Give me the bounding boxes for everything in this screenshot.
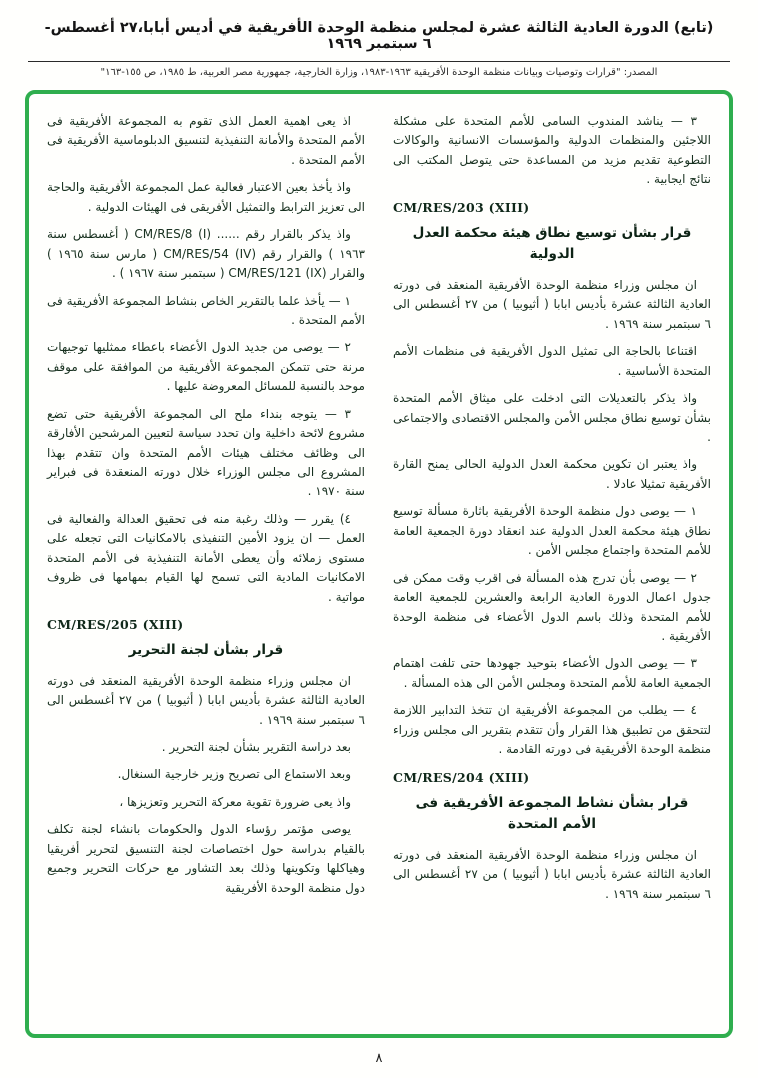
- paragraph: واذ يعى ضرورة تقوية معركة التحرير وتعزيزها ،: [119, 794, 351, 809]
- resolution-reference-code: CM/RES/205 (XIII): [47, 617, 184, 633]
- paragraph: ٣ — يتوجه بنداء ملح الى المجموعة الأفريقية حتى تضع مشروع لائحة داخلية وان تحدد سياسة لتعيين المرشحين الأفارقة الى وظائف مختلف هيئات الأمم المتحدة وان تتقدم بهذا المشروع الى مجلس الوزراء خلال دورته المنعقدة فى فبراير سنة ١٩٧٠ .: [47, 406, 365, 499]
- resolution-reference-code: CM/RES/204 (XIII): [393, 769, 530, 785]
- paragraph: اذ يعى اهمية العمل الذى تقوم به المجموعة الأفريقية فى الأمم المتحدة والأمانة التنفيذية لتنسيق الدبلوماسية الأفريقية فى الأمم المتحدة .: [47, 114, 365, 167]
- paragraph: ٣ — يوصى الدول الأعضاء بتوحيد جهودها حتى تلفت اهتمام الجمعية العامة للأمم المتحدة ومجلس الأمن الى هذه المسألة .: [393, 656, 711, 690]
- paragraph: ٣ — يناشد المندوب السامى للأمم المتحدة على مشكلة اللاجئين والمنظمات الدولية والمؤسسات الانسانية والوكالات التطوعية تقديم مزيد من المساعدة حتى يتوصل المكتب الى نتائج ايجابية .: [393, 114, 711, 187]
- paragraph: واذ يأخذ بعين الاعتبار فعالية عمل المجموعة الأفريقية والحاجة الى تعزيز الترابط والتمثيل الأفريقى فى الهيئات الدولية .: [47, 180, 365, 214]
- paragraph: ١ — يأخذ علما بالتقرير الخاص بنشاط المجموعة الأفريقية فى الأمم المتحدة .: [47, 293, 365, 327]
- page-header-title: (تابع) الدورة العادية الثالثة عشرة لمجلس منظمة الوحدة الأفريقية في أديس أبابا،٢٧ أغسطس- ٦ سبتمبر ١٩٦٩: [44, 20, 714, 52]
- paragraph: ان مجلس وزراء منظمة الوحدة الأفريقية المنعقد فى دورته العادية الثالثة عشرة بأديس ابابا ( أثيوبيا ) من ٢٧ أغسطس الى ٦ سبتمبر سنة ١٩٦٩ .: [393, 847, 711, 901]
- paragraph: يوصى مؤتمر رؤساء الدول والحكومات بانشاء لجنة تكلف بالقيام بدراسة حول اختصاصات لجنة التنسيق لتحرير أفريقيا وهياكلها وتكوينها وذلك بعد التشاور مع حركات التحرير وجميع دول منظمة الوحدة الأفريقية: [47, 822, 365, 895]
- source-citation-line: المصدر: "قرارات وتوصيات وبيانات منظمة الوحدة الأفريقية ١٩٦٣-١٩٨٣، وزارة الخارجية، جمهورية مصر العربية، ط ١٩٨٥، ص ١٥٥-١٦٣": [100, 67, 658, 78]
- paragraph: ٤ — يطلب من المجموعة الأفريقية ان تتخذ التدابير اللازمة لتتحقق من تطبيق هذا القرار وأن تتقدم بتقرير الى مجلس وزراء منظمة الوحدة الأفريقية فى دورته القادمة .: [393, 703, 711, 757]
- paragraph: ٤) يقرر — وذلك رغبة منه فى تحقيق العدالة والفعالية فى العمل — ان يزود الأمين التنفيذى بالامكانيات التى تجعله على مستوى زملائه وأن يعطى الأمانة التنفيذية فى الأمم المتحدة الامكانيات المادية التى تسمح لها القيام بمهامها فى ظروف مواتية .: [47, 511, 365, 604]
- paragraph: ١ — يوصى دول منظمة الوحدة الأفريقية باثارة مسألة توسيع نطاق هيئة محكمة العدل الدولية عند انعقاد دورة الجمعية العامة للأمم المتحدة واجتماع مجلس الأمن .: [393, 504, 711, 558]
- paragraph: ٢ — يوصى من جديد الدول الأعضاء باعطاء ممثليها توجيهات مرنة حتى تتمكن المجموعة الأفريقية من الموافقة على موقف موحد بالنسبة للمسائل المعروضة عليها .: [47, 340, 365, 394]
- page-number: ٨: [375, 1051, 383, 1066]
- resolution-heading: قرار بشأن لجنة التحرير: [128, 642, 284, 659]
- paragraph: ٢ — يوصى بأن تدرج هذه المسألة فى اقرب وقت ممكن فى جدول اعمال الدورة العادية الرابعة والعشرين للجمعية العامة للأمم المتحدة وذلك باسم الدول الأعضاء فى منظمة الوحدة الأفريقية .: [393, 570, 711, 643]
- paragraph: واذ يذكر بالتعديلات التى ادخلت على ميثاق الأمم المتحدة بشأن توسيع نطاق مجلس الأمن والمجلس الاقتصادى والاجتماعى .: [393, 391, 711, 444]
- two-column-layout: [47, 112, 711, 1024]
- resolution-reference-code: CM/RES/203 (XIII): [393, 199, 530, 215]
- header-divider: [28, 61, 730, 62]
- column-left: [47, 112, 365, 1024]
- paragraph: وبعد الاستماع الى تصريح وزير خارجية السنغال.: [117, 767, 351, 782]
- resolution-heading: قرار بشأن توسيع نطاق هيئة محكمة العدل الدولية: [412, 224, 692, 263]
- paragraph: ان مجلس وزراء منظمة الوحدة الأفريقية المنعقد فى دورته العادية الثالثة عشرة بأديس ابابا ( أثيوبيا ) من ٢٧ أغسطس الى ٦ سبتمبر سنة ١٩٦٩ .: [393, 277, 711, 331]
- paragraph: اقتناعا بالحاجة الى تمثيل الدول الأفريقية فى منظمات الأمم المتحدة الأساسية .: [393, 344, 711, 378]
- paragraph: ان مجلس وزراء منظمة الوحدة الأفريقية المنعقد فى دورته العادية الثالثة عشرة بأديس ابابا ( أثيوبيا ) من ٢٧ أغسطس الى ٦ سبتمبر سنة ١٩٦٩ .: [47, 673, 365, 727]
- resolution-heading: قرار بشأن نشاط المجموعة الأفريقية فى الأمم المتحدة: [415, 794, 689, 833]
- paragraph: بعد دراسة التقرير بشأن لجنة التحرير .: [161, 739, 351, 754]
- green-content-frame: [25, 90, 733, 1038]
- column-right: [393, 112, 711, 1024]
- paragraph: واذ يذكر بالقرار رقم ...... CM/RES/8 (I) ( أغسطس سنة ١٩٦٣ ) والقرار رقم CM/RES/54 (IV) ( مارس سنة ١٩٦٥ ) والقرار CM/RES/121 (IX) ( سبتمبر سنة ١٩٦٧ ) .: [47, 227, 365, 281]
- paragraph: واذ يعتبر ان تكوين محكمة العدل الدولية الحالى يمنح القارة الأفريقية تمثيلا عادلا .: [393, 457, 711, 491]
